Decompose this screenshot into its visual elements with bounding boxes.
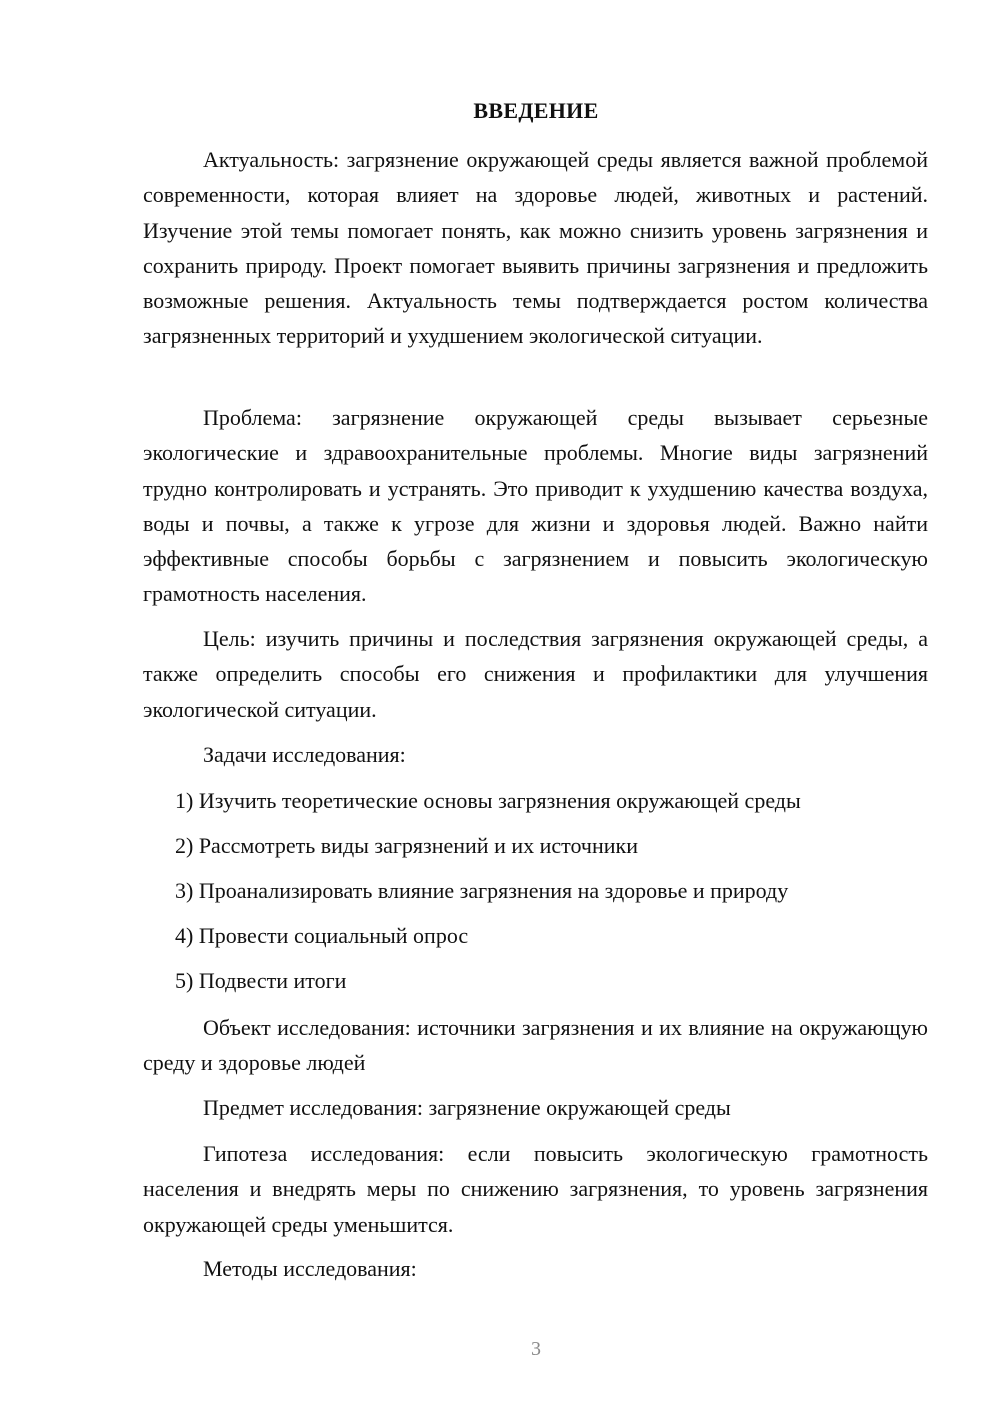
paragraph-subject: Предмет исследования: загрязнение окружающей среды (203, 1095, 731, 1120)
task-item: 2) Рассмотреть виды загрязнений и их источники (175, 833, 638, 858)
task-item: 3) Проанализировать влияние загрязнения на здоровье и природу (175, 878, 789, 903)
paragraph-goal: Цель: изучить причины и последствия загрязнения окружающей среды, а также определить способы его снижения и профилактики для улучшения экологической ситуации. (143, 626, 928, 722)
page-number: 3 (531, 1338, 541, 1360)
section-heading: ВВЕДЕНИЕ (473, 98, 599, 123)
paragraph-object: Объект исследования: источники загрязнения и их влияние на окружающую среду и здоровье людей (143, 1015, 928, 1076)
task-item: 1) Изучить теоретические основы загрязнения окружающей среды (175, 788, 801, 813)
task-item: 4) Провести социальный опрос (175, 923, 469, 948)
task-item: 5) Подвести итоги (175, 968, 347, 993)
methods-heading: Методы исследования: (203, 1256, 417, 1281)
paragraph-problem: Проблема: загрязнение окружающей среды вызывает серьезные экологические и здравоохранительные проблемы. Многие виды загрязнений трудно контролировать и устранять. Это приводит к ухудшению качества воздуха, воды и почвы, а также к угрозе для жизни и здоровья людей. Важно найти эффективные способы борьбы с загрязнением и повысить экологическую грамотность населения. (143, 405, 928, 607)
paragraph-hypothesis: Гипотеза исследования: если повысить экологическую грамотность населения и внедрять меры по снижению загрязнения, то уровень загрязнения окружающей среды уменьшится. (143, 1141, 928, 1237)
paragraph-relevance: Актуальность: загрязнение окружающей среды является важной проблемой современности, которая влияет на здоровье людей, животных и растений. Изучение этой темы помогает понять, как можно снизить уровень загрязнения и сохранить природу. Проект помогает выявить причины загрязнения и предложить возможные решения. Актуальность темы подтверждается ростом количества загрязненных территорий и ухудшением экологической ситуации. (143, 147, 928, 349)
tasks-heading: Задачи исследования: (203, 742, 406, 767)
